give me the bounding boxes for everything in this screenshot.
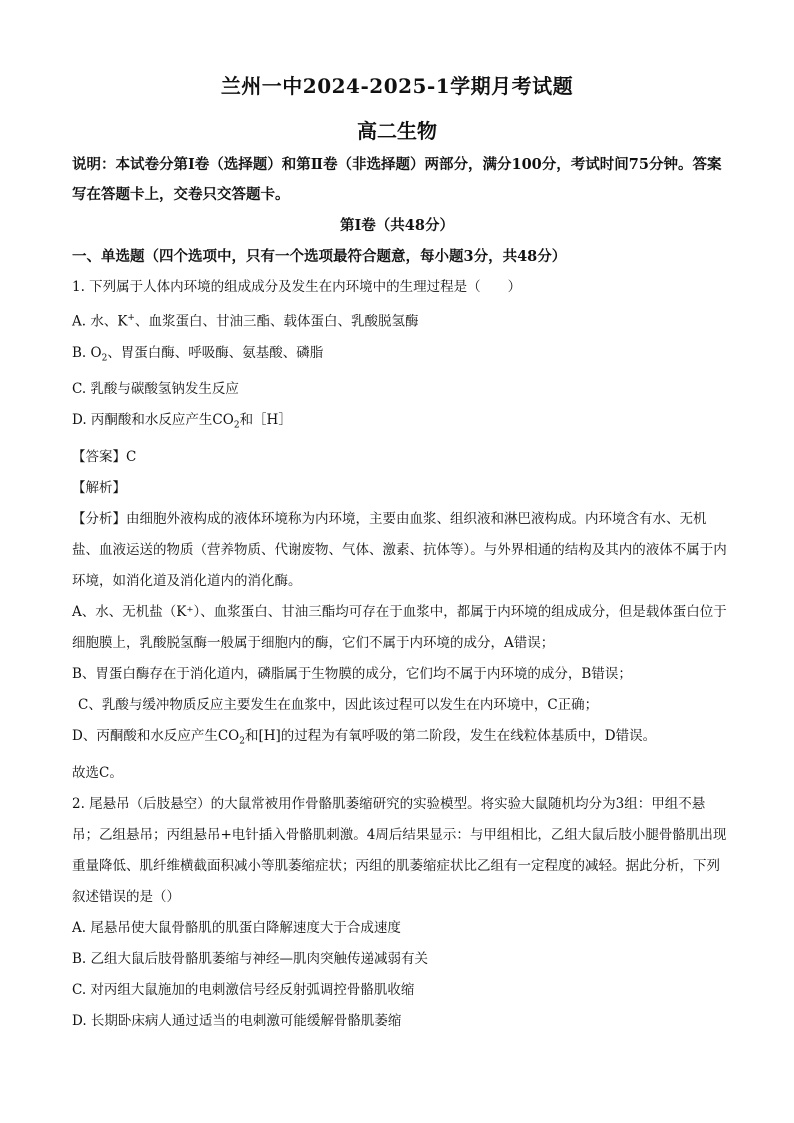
q1-analysis-a: A、水、无机盐（K⁺）、血浆蛋白、甘油三酯均可存在于血浆中，都属于内环境的组成成分，但是载体蛋白位于细胞膜上，乳酸脱氢酶一般属于细胞内的酶，它们不属于内环境的成分，A错误； (72, 603, 727, 651)
q1-option-b-pre: B. O (72, 344, 102, 361)
q1-option-b (72, 338, 732, 375)
q1-option-d (72, 405, 732, 442)
q1-option-a (72, 303, 732, 338)
q1-option-a-pre: A. 水、K (72, 313, 128, 330)
q1-analysis-label: 【解析】 (72, 479, 126, 496)
q1-conclusion: 故选C。 (72, 764, 123, 781)
q1-option-c: C. 乳酸与碳酸氢钠发生反应 (72, 381, 239, 398)
q1-option-b-sub: 2 (101, 353, 108, 364)
q1-answer: 【答案】C (72, 448, 137, 465)
section-heading: 一、单选题（四个选项中，只有一个选项最符合题意，每小题3分，共48分） (72, 248, 567, 265)
q1-analysis-d-sub: 2 (239, 736, 245, 747)
q2-option-b: B. 乙组大鼠后肢骨骼肌萎缩与神经—肌肉突触传递减弱有关 (72, 950, 429, 967)
q1-analysis-d-post: 和[H]的过程为有氧呼吸的第二阶段，发生在线粒体基质中，D错误。 (244, 727, 657, 744)
q2-option-c: C. 对丙组大鼠施加的电刺激信号经反射弧调控骨骼肌收缩 (72, 981, 415, 998)
q1-stem: 1. 下列属于人体内环境的组成成分及发生在内环境中的生理过程是（ ） (72, 279, 522, 295)
q1-analysis-c: C、乳酸与缓冲物质反应主要发生在血浆中，因此该过程可以发生在内环境中，C正确； (78, 696, 599, 713)
q1-option-a-sup: + (127, 313, 135, 323)
q2-stem: 2. 尾悬吊（后肢悬空）的大鼠常被用作骨骼肌萎缩研究的实验模型。将实验大鼠随机均分为3组：甲组不悬吊；乙组悬吊；丙组悬吊+电针插入骨骼肌刺激。4周后结果显示：与甲组相比，乙组大鼠后肢小腿骨骼肌出现重量降低、肌纤维横截面积减小等肌萎缩症状；丙组的肌萎缩症状比乙组有一定程度的减轻。据此分析，下列叙述错误的是（） (72, 795, 727, 905)
q1-analysis-intro: 【分析】由细胞外液构成的液体环境称为内环境，主要由血浆、组织液和淋巴液构成。内环境含有水、无机盐、血液运送的物质（营养物质、代谢废物、气体、激素、抗体等）。与外界相通的结构及其内的液体不属于内环境，如消化道及消化道内的消化酶。 (72, 510, 727, 589)
question-content (72, 272, 732, 1037)
part-heading: 第Ⅰ卷（共48分） (340, 217, 454, 234)
q1-analysis-b: B、胃蛋白酶存在于消化道内，磷脂属于生物膜的成分，它们均不属于内环境的成分，B错误； (72, 665, 632, 682)
exam-subject: 高二生物 (357, 119, 437, 143)
q2-option-d: D. 长期卧床病人通过适当的电刺激可能缓解骨骼肌萎缩 (72, 1012, 402, 1029)
q1-option-d-post: 和［H］ (239, 412, 292, 429)
exam-instructions: 说明：本试卷分第Ⅰ卷（选择题）和第Ⅱ卷（非选择题）两部分，满分100分，考试时间75分钟。答案写在答题卡上，交卷只交答题卡。 (72, 156, 722, 203)
q1-option-d-sub: 2 (233, 420, 240, 431)
q1-analysis-d-pre: D、丙酮酸和水反应产生CO (72, 727, 240, 744)
q1-option-d-pre: D. 丙酮酸和水反应产生CO (72, 412, 234, 429)
q2-option-a: A. 尾悬吊使大鼠骨骼肌的肌蛋白降解速度大于合成速度 (72, 919, 401, 936)
q1-option-a-post: 、血浆蛋白、甘油三酯、载体蛋白、乳酸脱氢酶 (134, 313, 419, 330)
exam-title: 兰州一中2024-2025-1学期月考试题 (220, 74, 574, 98)
q1-analysis-d (72, 721, 732, 758)
q1-option-b-post: 、胃蛋白酶、呼吸酶、氨基酸、磷脂 (107, 344, 324, 361)
